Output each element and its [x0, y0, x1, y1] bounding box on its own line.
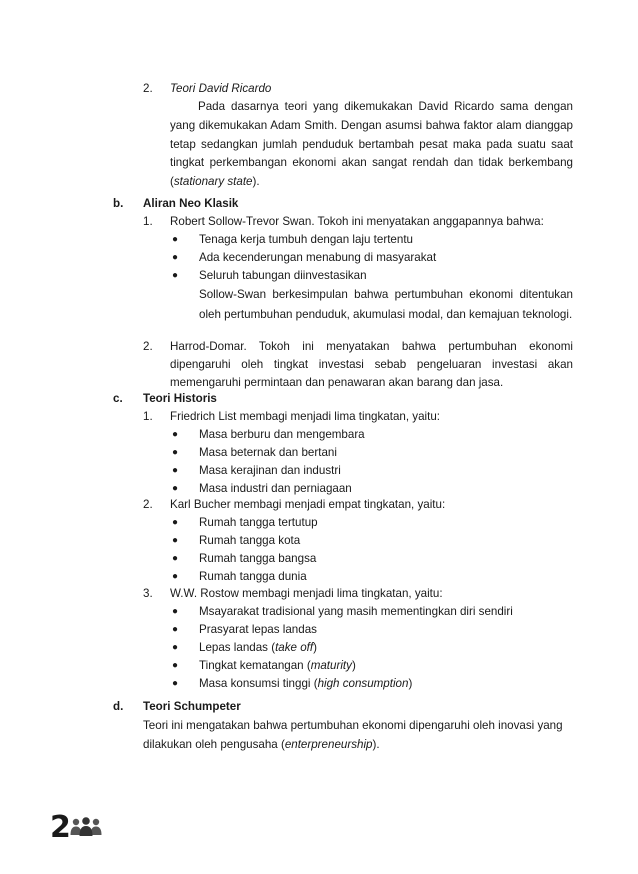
list-item-text: Harrod-Domar. Tokoh ini menyatakan bahwa pertumbuhan ekonomi dipengaruhi oleh tingkat investasi sebab pengeluaran investasi akan memengaruhi permintaan dan penawaran akan barang dan jasa. [170, 340, 573, 389]
text-span: ). [252, 175, 260, 189]
bullet-icon: ● [172, 678, 179, 689]
bullet-text: Prasyarat lepas landas [199, 623, 317, 636]
bullet-text: Seluruh tabungan diinvestasikan [199, 269, 367, 282]
bullet-text: Masa kerajinan dan industri [199, 464, 341, 477]
bullet-text: Msayarakat tradisional yang masih mementingkan diri sendiri [199, 605, 513, 618]
bullet-icon: ● [172, 517, 179, 528]
bullet-icon: ● [172, 553, 179, 564]
bullet-text [199, 657, 356, 674]
schumpeter-paragraph [143, 716, 575, 754]
bullet-text: Rumah tangga kota [199, 534, 301, 547]
item-number: 2. [143, 498, 153, 511]
text-span-italic: take off [275, 641, 314, 654]
text-span: Tingkat kematangan ( [199, 659, 311, 672]
section-title: Teori Historis [143, 392, 217, 405]
text-span-italic: enterpreneurship [284, 738, 373, 751]
text-span: Masa konsumsi tinggi ( [199, 677, 318, 690]
bullet-text: Masa berburu dan mengembara [199, 428, 365, 441]
bullet-text: Masa beternak dan bertani [199, 446, 337, 459]
item-number: 2. [143, 82, 153, 95]
text-span-italic: stationary state [173, 175, 253, 189]
text-span: Pada dasarnya teori yang dikemukakan David Ricardo sama dengan yang dikemukakan Adam Smith. Dengan asumsi bahwa faktor alam dianggap tetap sedangkan jumlah penduduk bertambah pesat maka pada suatu saat tingkat perkembangan ekonomi akan sangat rendah dan tidak berkembang ( [170, 100, 573, 189]
text-span: ) [408, 677, 413, 690]
item-number: 1. [143, 215, 153, 228]
bullet-text: Rumah tangga bangsa [199, 552, 317, 565]
bullet-icon: ● [172, 429, 179, 440]
section-letter: b. [113, 197, 124, 210]
ricardo-paragraph [170, 98, 573, 192]
bullet-text [199, 639, 317, 656]
bullet-text: Tenaga kerja tumbuh dengan laju tertentu [199, 233, 413, 246]
text-span: Lepas landas ( [199, 641, 276, 654]
bullet-icon: ● [172, 660, 179, 671]
bullet-text: Rumah tangga tertutup [199, 516, 318, 529]
text-span-italic: high consumption [317, 677, 409, 690]
bullet-icon: ● [172, 624, 179, 635]
bullet-icon: ● [172, 571, 179, 582]
list-item-text: Friedrich List membagi menjadi lima tingkatan, yaitu: [170, 410, 440, 423]
bullet-icon: ● [172, 606, 179, 617]
people-group-icon [70, 817, 102, 837]
text-span: ) [351, 659, 356, 672]
bullet-icon: ● [172, 465, 179, 476]
bullet-icon: ● [172, 270, 179, 281]
bullet-text: Masa industri dan perniagaan [199, 482, 352, 495]
subsection-title: Teori David Ricardo [170, 82, 272, 95]
item-number: 1. [143, 410, 153, 423]
item-number: 2. [143, 340, 153, 353]
list-item-text: W.W. Rostow membagi menjadi lima tingkatan, yaitu: [170, 587, 443, 600]
section-letter: c. [113, 392, 123, 405]
bullet-text [199, 675, 412, 692]
text-span: Teori ini mengatakan bahwa pertumbuhan ekonomi dipengaruhi oleh inovasi yang dilakukan oleh pengusaha ( [143, 719, 563, 751]
section-title: Aliran Neo Klasik [143, 197, 239, 210]
bullet-text: Ada kecenderungan menabung di masyarakat [199, 251, 437, 264]
list-item-text: Karl Bucher membagi menjadi empat tingkatan, yaitu: [170, 498, 446, 511]
bullet-icon: ● [172, 483, 179, 494]
bullet-text: Rumah tangga dunia [199, 570, 307, 583]
bullet-icon: ● [172, 234, 179, 245]
bullet-icon: ● [172, 535, 179, 546]
section-letter: d. [113, 700, 124, 713]
text-span-italic: maturity [310, 659, 352, 672]
bullet-icon: ● [172, 252, 179, 263]
conclusion-paragraph: Sollow-Swan berkesimpulan bahwa pertumbuhan ekonomi ditentukan oleh pertumbuhan penduduk, akumulasi modal, dan kemajuan teknologi. [199, 288, 573, 321]
bullet-icon: ● [172, 447, 179, 458]
text-span: ) [313, 641, 317, 654]
page-number: 2 [50, 810, 71, 845]
section-title: Teori Schumpeter [143, 700, 241, 713]
list-item-text: Robert Sollow-Trevor Swan. Tokoh ini menyatakan anggapannya bahwa: [170, 215, 544, 228]
item-number: 3. [143, 587, 153, 600]
bullet-icon: ● [172, 642, 179, 653]
text-span: ). [372, 738, 380, 751]
